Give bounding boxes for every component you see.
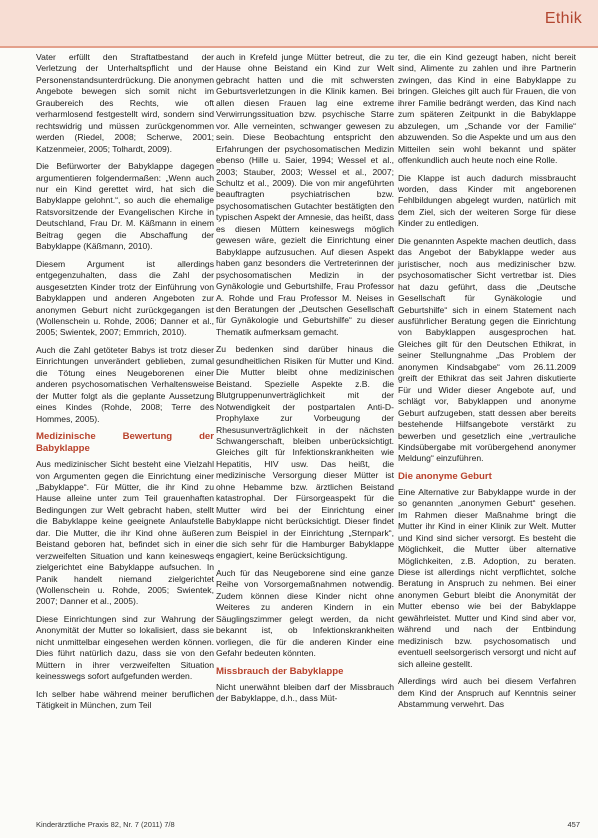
paragraph: Die Klappe ist auch dadurch missbraucht worden, dass Kinder mit angeborenen Fehlbildungen abgelegt wurden, natürlich mit dem Ziel, sich der weiteren Sorge für diese Kinder zu entledigen. bbox=[398, 172, 576, 229]
page-number: 457 bbox=[567, 820, 580, 829]
paragraph: Nicht unerwähnt bleiben darf der Missbrauch der Babyklappe, d.h., dass Müt- bbox=[216, 681, 394, 704]
paragraph: ter, die ein Kind gezeugt haben, nicht bereit sind, Alimente zu zahlen und ihre Partnerin zwingen, das Kind in eine Babyklappe zu bringen. Gleiches gilt auch für Frauen, die von ihrer Familie bedrängt werden, das Kind nach zum späteren Zeitpunkt in die Babyklappe abzulegen, um „Schande vor der Familie“ abzuwenden. So die Aspekte und um aus den Mitteilen sein wohl bekannt und später offenkundlich auch heute noch eine Rolle. bbox=[398, 52, 576, 166]
section-heading: Die anonyme Geburt bbox=[398, 470, 492, 482]
text-column-2 bbox=[216, 52, 394, 710]
paragraph: Die genannten Aspekte machen deutlich, dass das Angebot der Babyklappe weder aus juristischer, noch aus medizinischer bzw. psychosomatischer Sicht vertretbar ist. Dies hat dazu geführt, dass die „Deutsche Gesellschaft für Gynäkologie und Geburtshilfe“ sich in einem Statement nach ausführlicher Beratung gegen die Einrichtung von Babyklappen ausgesprochen hat. Gleiches gilt für den Deutschen Ethikrat, in seiner Stellungnahme „Das Problem der anonymen Kindsabgabe“ vom 26.11.2009 greift der Ethikrat das seit Jahren diskutierte Für und Wider dieser Angebote auf, und schlägt vor, Babyklappen und anonyme Geburt aufzugeben, statt dessen aber bereits bestehende Hilfsangebote verstärkt zu bewerben und gesetzlich eine „vertrauliche Kindsübergabe mit vorübergehend anonymer Meldung“ einzuführen. bbox=[398, 235, 576, 464]
paragraph: Die Befürworter der Babyklappe dagegen argumentieren folgendermaßen: „Wenn auch nur ein Kind gerettet wird, hat sich die Babyklappe gelohnt.“, so auch die ehemalige Ratsvorsitzende der Evangelischen Kirche in Deutschland, Frau Dr. M. Käßmann in einem Beitrag gegen die Abschaffung der Babyklappe (Käßmann, 2010). bbox=[36, 161, 214, 252]
section-label: Ethik bbox=[544, 10, 582, 27]
text-column-3 bbox=[398, 52, 576, 716]
header-band bbox=[0, 0, 598, 46]
paragraph: Eine Alternative zur Babyklappe wurde in der so genannten „anonymen Geburt“ gesehen. Im Rahmen dieser Maßnahme bringt die Mutter ihr Kind in einer Klinik zur Welt. Mutter und Kind sind sicher versorgt. Es besteht die Möglichkeit, die Mutter über alternative Möglichkeiten, z.B. Adoption, zu beraten. Diese ist allerdings nicht verpflichtet, solche Beratung in Anspruch zu nehmen. Bei einer anonymen Geburt bleibt die Anonymität der Mutter ebenso wie bei der Babyklappe gewährleistet. Mutter und Kind sind aber vor, während und nach der Entbindung medizinisch bzw. psychosomatisch und eventuell seelsorgerisch versorgt und nicht auf sich alleine gestellt. bbox=[398, 486, 576, 669]
paragraph: Vater erfüllt den Straftatbestand der Verletzung der Unterhaltspflicht und der Personenstandsunterdrückung. Die anonymen Angebote bewegen sich somit nicht im Graubereich des Rechts, wie oft verharmlosend festgestellt wird, sondern sind rechtswidrig und müssen zurückgenommen werden (Riedel, 2008; Scherwe, 2001; Katzenmeier, 2005; Tolhardt, 2009). bbox=[36, 52, 214, 154]
section-heading: Medizinische Bewertung der Babyklappe bbox=[36, 431, 214, 455]
paragraph: Diese Einrichtungen sind zur Wahrung der Anonymität der Mutter so lokalisiert, dass sie nicht unmittelbar eingesehen werden können. Dies führt natürlich dazu, dass sie von den Müttern in ihrer verzweifelten Situation keinesswegs sofort aufgefunden werden. bbox=[36, 613, 214, 682]
paragraph: Ich selber habe während meiner beruflichen Tätigkeit in München, zum Teil bbox=[36, 688, 214, 711]
paragraph: Aus medizinischer Sicht besteht eine Vielzahl von Argumenten gegen die Einrichtung einer „Babyklappe“. Für Mütter, die ihr Kind zu Hause alleine unter zum Teil grauenhaften Bedingungen zur Welt gebracht haben, stellt die Babyklappe keine geeignete Anlaufstelle dar. Die Mutter, die ihr Kind ohne äußeren Beistand geboren hat, befindet sich in einer verzweifelten Situation und kann keinesweqs zielgerichtet eine Babyklappe aufsuchen. In Panik handelt niemand zielgerichtet (Wollenschein u. Rohde, 2005; Swientek, 2007; Danner et al., 2005). bbox=[36, 459, 214, 607]
text-column-1 bbox=[36, 52, 214, 718]
paragraph: Auch für das Neugeborene sind eine ganze Reihe von Vorsorgemaßnahmen notwendig. Zudem können diese Kinder nicht ohne Weiteres zu anderen Kindern in ein Säuglingszimmer gelegt werden, da nicht bekannt ist, ob Infektionskrankheiten vorliegen, die für die anderen Kinder eine Gefahr bedeuten könnten. bbox=[216, 567, 394, 659]
header-rule bbox=[0, 46, 598, 48]
paragraph: Zu bedenken sind darüber hinaus die gesundheitlichen Risiken für Mutter und Kind. Die Mutter bleibt ohne medizinischen Beistand. Spezielle Aspekte z.B. die Blutgruppenunverträglichkeit mit der Notwendigkeit der postpartalen Anti-D-Prophylaxe zur Vorbeugung der Rhesusunverträglichkeit in der nächsten Schwangerschaft, bleiben unberücksichtigt. Gleiches gilt für Infektionskrankheiten wie Hepatitis, HIV usw. Das heißt, die medizinische Versorgung dieser Mütter ist ohne Hebamme bzw. ärztlichen Beistand katastrophal. Der Fürsorgeaspekt für die Mutter wird bei der Einrichtung einer Babyklappe nicht berücksichtigt. Dieser findet zum Beispiel in der Einrichtung „Sternpark“, die sich sehr für die Hamburger Babyklappe engagiert, keine Berücksichtigung. bbox=[216, 344, 394, 561]
paragraph: Auch die Zahl getöteter Babys ist trotz dieser Einrichtungen unverändert geblieben, zumal die Tötung eines Neugeborenen einer anderen psychosomatischen Verhaltensweise der Mutter folgt als die geplante Aussetzung eines Kindes (Rohde, 2008; Terre des Hommes, 2005). bbox=[36, 344, 214, 424]
journal-citation: Kinderärztliche Praxis 82, Nr. 7 (2011) 7/8 bbox=[36, 820, 175, 829]
section-heading: Missbrauch der Babyklappe bbox=[216, 665, 344, 677]
paragraph: Diesem Argument ist allerdings entgegenzuhalten, dass die Zahl der ausgesetzten Kinder trotz der Einführung von Babyklappen und anderen Angeboten zur anonymen Geburt nicht zurückgegangen ist (Wollenschein u. Rohde, 2006; Danner et al., 2005; Swientek, 2007; Emmrich, 2010). bbox=[36, 258, 214, 338]
paragraph: Allerdings wird auch bei diesem Verfahren dem Kind der Anspruch auf Kenntnis seiner Abstammung verwehrt. Das bbox=[398, 676, 576, 710]
paragraph: auch in Krefeld junge Mütter betreut, die zu Hause ohne Beistand ein Kind zur Welt gebracht hatten und die mit schwersten Geburtsverletzungen in die Klinik kamen. Bei allen diesen Frauen lag eine extreme Verwirrungssituation bzw. psychische Starre vor. Alle verneinten, schwanger gewesen zu sein. Diese Beobachtung entspricht den Erfahrungen der psychosomatischen Medizin ebenso (Hille u. Saier, 1994; Wessel et al., 2003; Stauber, 2003; Wessel et al., 2007; Schultz et al., 2009). Die von mir angeführten beauftragten psychiatrischen bzw. psychosomatischen Gutachter bestätigten den typischen Aspekt der Amnesie, das heißt, dass es diesen Müttern keineswegs möglich gewesen wäre, gezielt die Einrichtung einer Babyklappe aufzusuchen. Auf diesen Aspekt haben ganz besonders die Vertreterinnen der psychosomatischen Medizin in der Gynäkologie und Geburtshilfe, Frau Professor A. Rohde und Frau Professor M. Neises in den Beratungen der „Deutschen Gesellschaft für Gynäkologie und Geburtshilfe“ zu dieser Thematik aufmerksam gemacht. bbox=[216, 52, 394, 337]
